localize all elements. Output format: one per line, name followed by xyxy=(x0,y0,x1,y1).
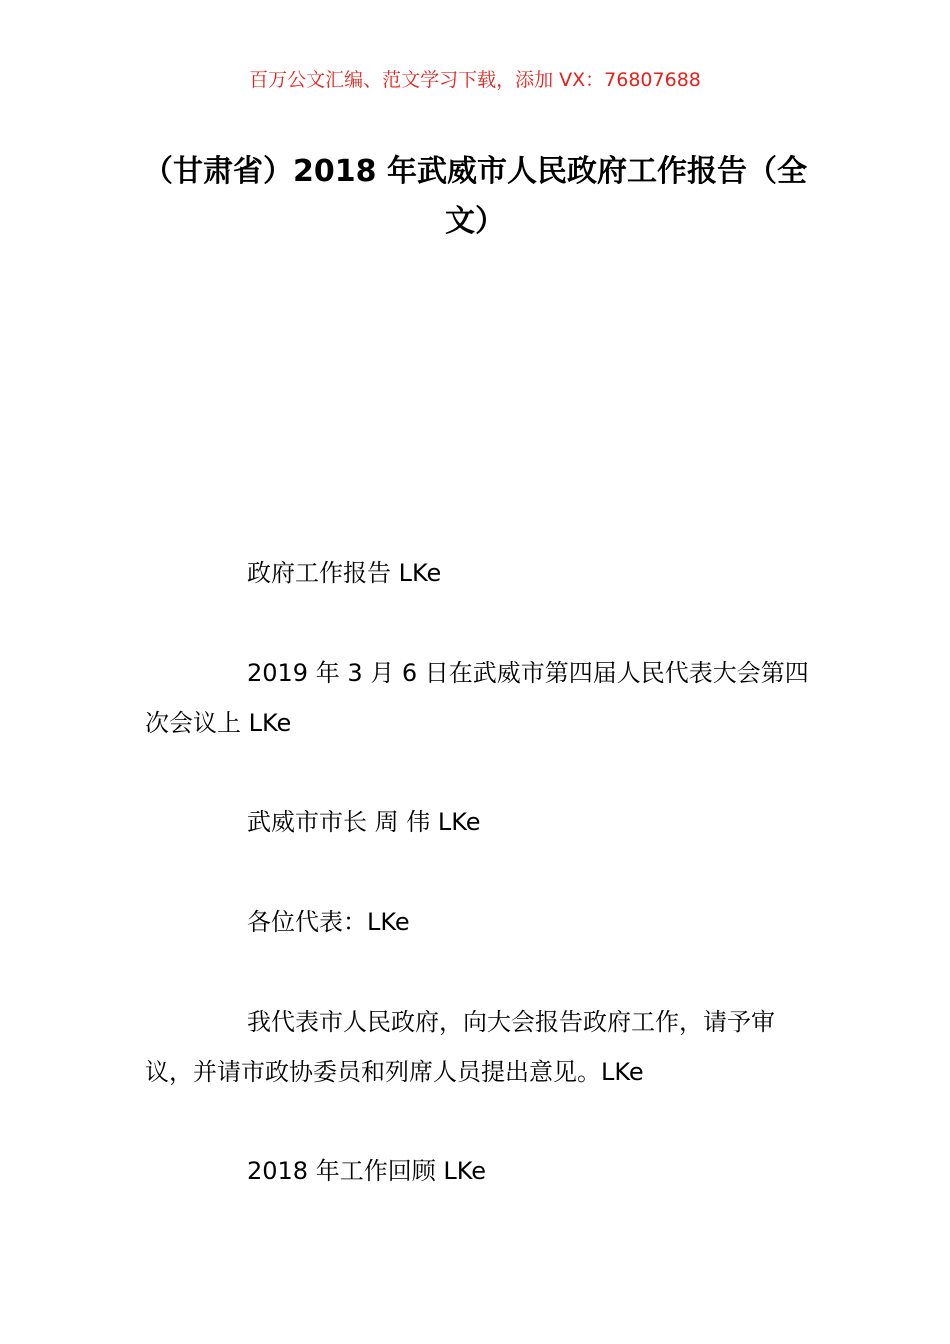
paragraph-salutation: 各位代表：LKe xyxy=(247,908,410,936)
document-title: （甘肃省）2018 年武威市人民政府工作报告（全文） xyxy=(143,154,807,239)
paragraph-speaker: 武威市市长 周 伟 LKe xyxy=(247,808,481,836)
header-banner: 百万公文汇编、范文学习下载，添加 VX：76807688 xyxy=(249,69,701,91)
paragraph-meeting-date: 2019 年 3 月 6 日在武威市第四届人民代表大会第四次会议上 LKe xyxy=(145,659,809,737)
paragraph-opening: 我代表市人民政府，向大会报告政府工作，请予审议，并请市政协委员和列席人员提出意见。LKe xyxy=(145,1008,775,1086)
paragraph-section-heading: 2018 年工作回顾 LKe xyxy=(247,1157,487,1185)
paragraph-report-label: 政府工作报告 LKe xyxy=(247,559,442,587)
